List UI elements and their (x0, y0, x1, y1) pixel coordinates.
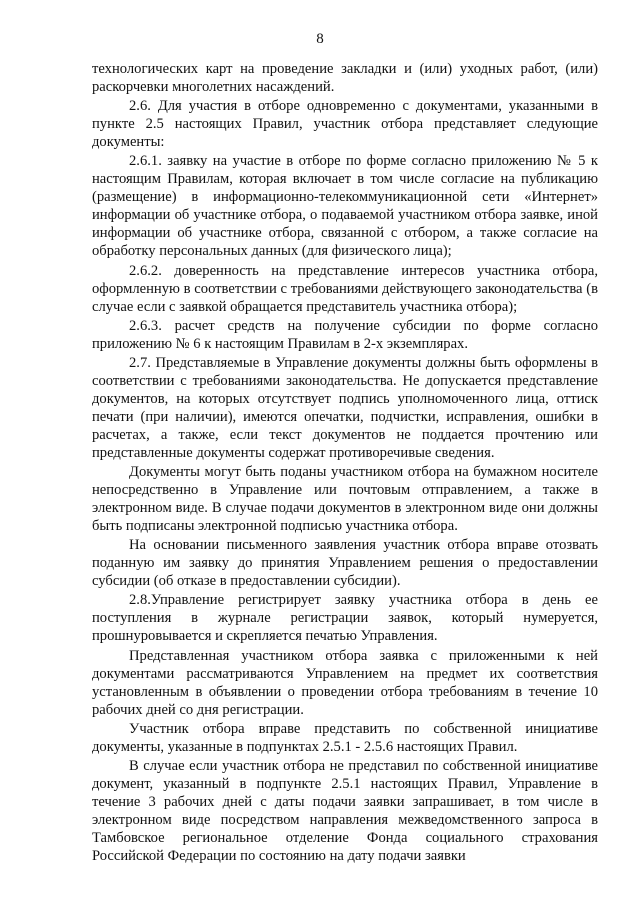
paragraph-submission: Документы могут быть поданы участником отбора на бумажном носителе непосредственно в Управление или почтовым отправлением, а также в электронном виде. В случае подачи документов в электронном виде они должны быть подписаны электронной подписью участника отбора. (92, 464, 598, 535)
paragraph-2-8: 2.8.Управление регистрирует заявку участника отбора в день ее поступления в журнале регистрации заявок, который нумеруется, прошнуровывается и скрепляется печатью Управления. (92, 592, 598, 645)
paragraph-interagency-request: В случае если участник отбора не представил по собственной инициативе документ, указанный в подпункте 2.5.1 настоящих Правил, Управление в течение 3 рабочих дней с даты подачи заявки запрашивает, в том числе в электронном виде посредством направления межведомственного запроса в Тамбовское региональное отделение Фонда социального страхования Российской Федерации по состоянию на дату подачи заявки (92, 757, 598, 865)
paragraph-continuation: технологических карт на проведение закладки и (или) уходных работ, (или) раскорчевки многолетних насаждений. (92, 61, 598, 96)
paragraph-2-6: 2.6. Для участия в отборе одновременно с документами, указанными в пункте 2.5 настоящих Правил, участник отбора представляет следующие документы: (92, 98, 598, 151)
document-body (92, 60, 598, 865)
paragraph-review: Представленная участником отбора заявка с приложенными к ней документами рассматриваются Управлением на предмет их соответствия установленным в объявлении о проведении отбора требованиям в течение 10 рабочих дней со дня регистрации. (92, 647, 598, 718)
paragraph-2-7: 2.7. Представляемые в Управление документы должны быть оформлены в соответствии с требованиями законодательства. Не допускается представление документов, на которых отсутствует подпись уполномоченного лица, оттиск печати (при наличии), имеются опечатки, подчистки, исправления, ошибки в расчетах, а также, если текст документов не поддается прочтению или представленные документы содержат противоречивые сведения. (92, 354, 598, 461)
paragraph-withdrawal: На основании письменного заявления участник отбора вправе отозвать поданную им заявку до принятия Управлением решения о предоставлении субсидии (об отказе в предоставлении субсидии). (92, 537, 598, 590)
paragraph-2-6-2: 2.6.2. доверенность на представление интересов участника отбора, оформленную в соответствии с требованиями действующего законодательства (в случае если с заявкой обращается представитель участника отбора); (92, 262, 598, 315)
paragraph-2-6-3: 2.6.3. расчет средств на получение субсидии по форме согласно приложению № 6 к настоящим Правилам в 2-х экземплярах. (92, 317, 598, 352)
paragraph-own-initiative: Участник отбора вправе представить по собственной инициативе документы, указанные в подпунктах 2.5.1 - 2.5.6 настоящих Правил. (92, 720, 598, 755)
page-number: 8 (316, 31, 324, 47)
paragraph-2-6-1: 2.6.1. заявку на участие в отборе по форме согласно приложению № 5 к настоящим Правилам, которая включает в том числе согласие на публикацию (размещение) в информационно-телекоммуникационной сети «Интернет» информации об участнике отбора, о подаваемой участником отбора заявке, иной информации об участнике отбора, связанной с отбором, а также согласие на обработку персональных данных (для физического лица); (92, 153, 598, 260)
